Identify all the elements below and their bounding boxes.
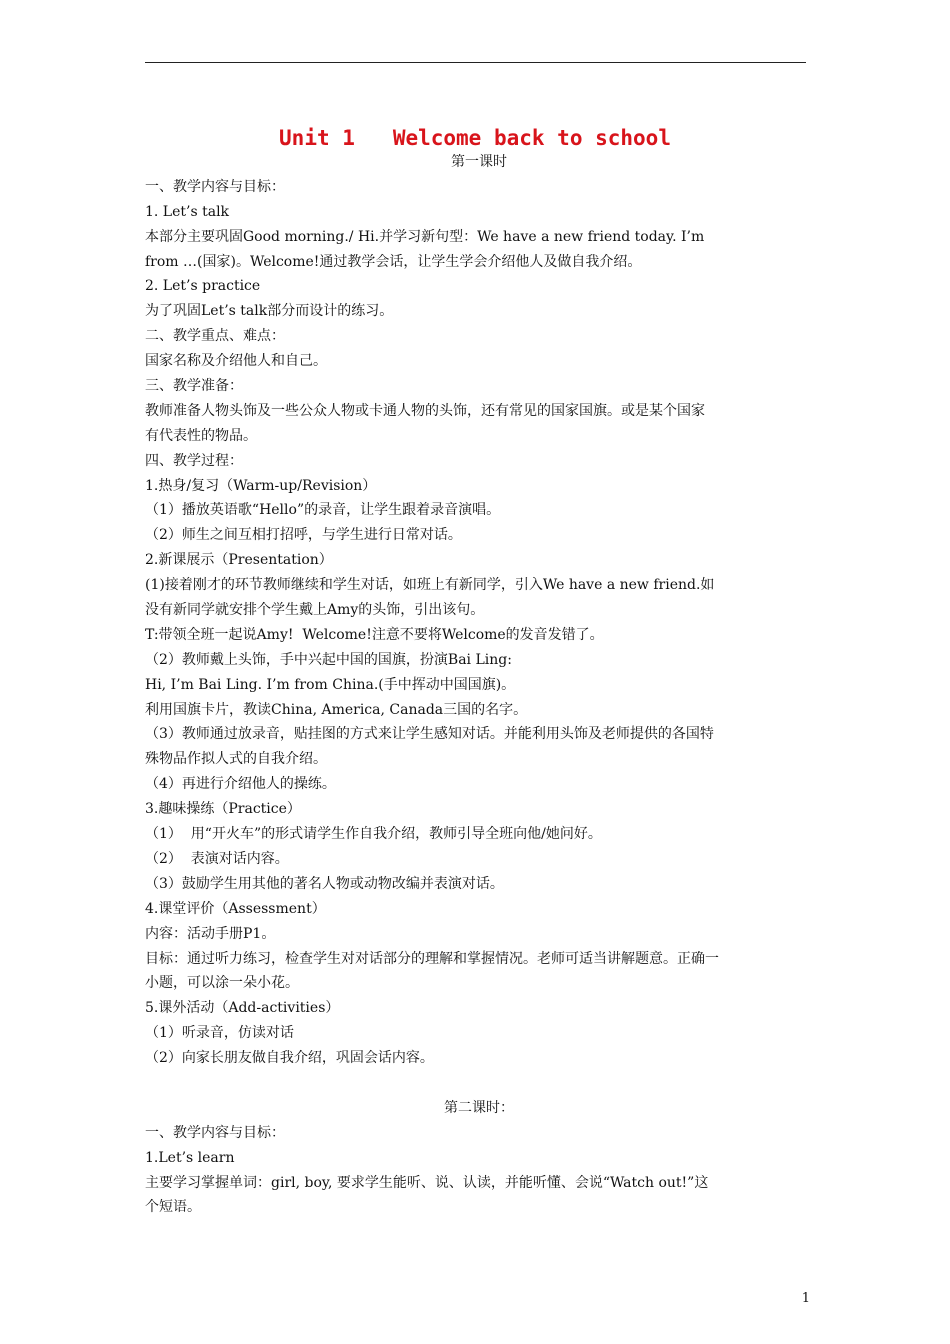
text-line: 国家名称及介绍他人和自己。	[145, 353, 327, 370]
text-line: （2）向家长朋友做自我介绍，巩固会话内容。	[145, 1050, 434, 1067]
text-line: from …(国家)。Welcome!通过教学会话，让学生学会介绍他人及做自我介绍。	[145, 253, 642, 270]
text-line: 1.Let’s learn	[145, 1149, 235, 1166]
text-line	[145, 1071, 813, 1096]
text-line: 1.热身/复习（Warm-up/Revision）	[145, 477, 377, 494]
text-line: 主要学习掌握单词：girl, boy, 要求学生能听、说、认读，并能听懂、会说“Watch out!”这	[145, 1174, 709, 1191]
text-line: 四、教学过程：	[145, 452, 243, 469]
text-line: 为了巩固Let’s talk部分而设计的练习。	[145, 303, 394, 320]
header-rule	[145, 62, 806, 63]
text-line: （1）听录音，仿读对话	[145, 1025, 294, 1042]
text-line: 二、教学重点、难点：	[145, 328, 285, 345]
text-line: 内容：活动手册P1。	[145, 925, 276, 942]
text-line: 3.趣味操练（Practice）	[145, 801, 301, 818]
text-line: 个短语。	[145, 1199, 201, 1216]
text-line: 2. Let’s practice	[145, 278, 261, 295]
text-line: 有代表性的物品。	[145, 427, 257, 444]
text-line: （2）教师戴上头饰，手中兴起中国的国旗，扮演Bai Ling:	[145, 651, 512, 668]
text-line: 教师准备人物头饰及一些公众人物或卡通人物的头饰，还有常见的国家国旗。或是某个国家	[145, 402, 705, 419]
text-line: （3）教师通过放录音，贴挂图的方式来让学生感知对话。并能利用头饰及老师提供的各国特	[145, 726, 714, 743]
text-line: 2.新课展示（Presentation）	[145, 552, 333, 569]
text-line: 1. Let’s talk	[145, 203, 230, 220]
text-line: (1)接着刚才的环节教师继续和学生对话，如班上有新同学，引入We have a new friend.如	[145, 577, 715, 594]
section-heading: 第二课时：	[444, 1099, 514, 1116]
text-line: （4）再进行介绍他人的操练。	[145, 776, 336, 793]
text-line: 殊物品作拟人式的自我介绍。	[145, 751, 327, 768]
text-line: 本部分主要巩固Good morning./ Hi.并学习新句型：We have a new friend today. I’m	[145, 228, 705, 245]
text-line: 4.课堂评价（Assessment）	[145, 900, 326, 917]
text-line: 5.课外活动（Add-activities）	[145, 1000, 340, 1017]
document-title: Unit 1 Welcome back to school	[279, 126, 671, 150]
text-line: （1）播放英语歌“Hello”的录音，让学生跟着录音演唱。	[145, 502, 501, 519]
text-line: 小题，可以涂一朵小花。	[145, 975, 299, 992]
text-line: （2） 表演对话内容。	[145, 850, 289, 867]
text-line: Hi, I’m Bai Ling. I’m from China.(手中挥动中国国旗)。	[145, 676, 516, 693]
text-line: （1） 用“开火车”的形式请学生作自我介绍，教师引导全班向他/她问好。	[145, 826, 602, 843]
text-line: 一、教学内容与目标：	[145, 1124, 285, 1141]
page-number: 1	[801, 1291, 810, 1306]
text-line: （3）鼓励学生用其他的著名人物或动物改编并表演对话。	[145, 875, 504, 892]
text-line: 三、教学准备：	[145, 378, 243, 395]
text-line: 目标：通过听力练习，检查学生对对话部分的理解和掌握情况。老师可适当讲解题意。正确一	[145, 950, 719, 967]
text-line: T:带领全班一起说Amy! Welcome!注意不要将Welcome的发音发错了。	[145, 626, 604, 643]
text-line: 没有新同学就安排个学生戴上Amy的头饰，引出该句。	[145, 602, 485, 619]
text-line: （2）师生之间互相打招呼，与学生进行日常对话。	[145, 527, 462, 544]
text-line: 利用国旗卡片，教读China, America, Canada三国的名字。	[145, 701, 528, 718]
section-heading: 第一课时	[451, 154, 507, 170]
document-body	[145, 150, 813, 1220]
text-line: 一、教学内容与目标：	[145, 178, 285, 195]
